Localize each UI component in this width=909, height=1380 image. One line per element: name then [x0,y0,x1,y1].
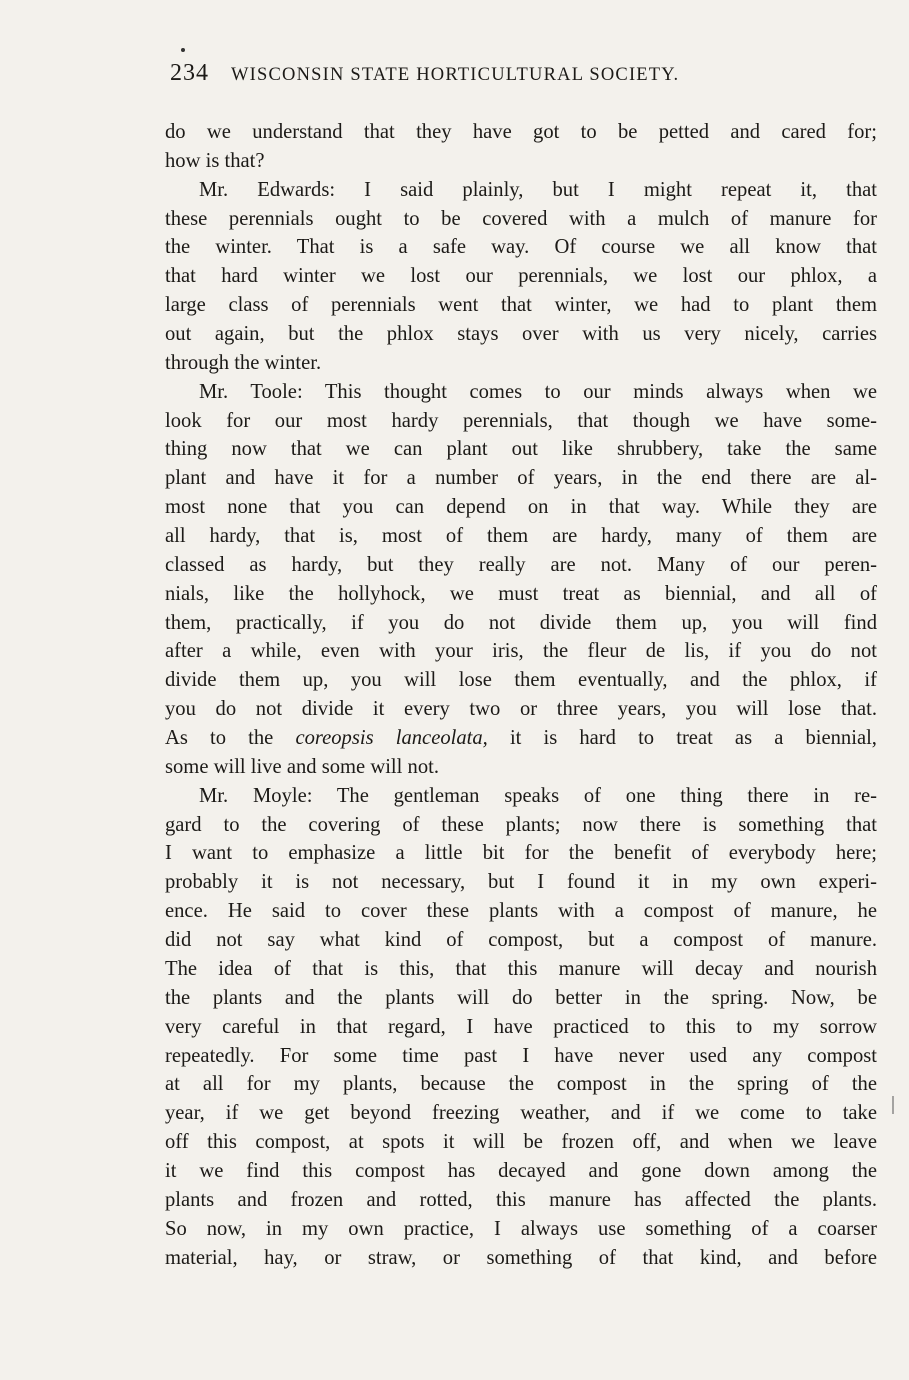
text-line: gard to the covering of these plants; now there is something that [165,813,877,836]
text-line: how is that? [165,149,265,172]
text-line: classed as hardy, but they really are not. Many of our peren- [165,553,877,576]
text-line: off this compost, at spots it will be frozen off, and when we leave [165,1131,877,1154]
text-line: do we understand that they have got to be petted and cared for; [165,121,877,143]
text-line: it we find this compost has decayed and gone down among the [165,1159,877,1182]
text-line: some will live and some will not. [165,755,439,778]
text-fragment: As to the [165,727,274,750]
text-line: nials, like the hollyhock, we must treat as biennial, and all of [165,582,877,605]
printer-dot-mark [181,48,185,52]
text-line: these perennials ought to be covered with a mulch of manure for [165,207,877,230]
text-line: all hardy, that is, most of them are hardy, many of them are [165,525,877,548]
text-line: the plants and the plants will do better in the spring. Now, be [165,986,877,1009]
text-line: probably it is not necessary, but I found it in my own experi- [165,871,877,894]
text-line: very careful in that regard, I have practiced to this to my sorrow [165,1015,877,1038]
text-line: I want to emphasize a little bit for the benefit of everybody here; [165,842,877,865]
text-line: material, hay, or straw, or something of that kind, and before [165,1246,877,1269]
text-line: ence. He said to cover these plants with a compost of manure, he [165,900,877,923]
italic-plant-name: coreopsis lanceolata, [295,727,488,750]
text-line: So now, in my own practice, I always use something of a coarser [165,1217,877,1240]
text-line: Mr. Toole: This thought comes to our minds always when we [199,380,877,403]
text-line: thing now that we can plant out like shrubbery, take the same [165,438,877,461]
text-line: that hard winter we lost our perennials, we lost our phlox, a [165,265,877,288]
page-number: 234 [170,60,209,86]
text-line: the winter. That is a safe way. Of course we all know that [165,236,877,259]
margin-mark [892,1096,894,1114]
text-line: Mr. Moyle: The gentleman speaks of one thing there in re- [199,784,877,807]
text-line: year, if we get beyond freezing weather, and if we come to take [165,1102,877,1125]
text-line: out again, but the phlox stays over with us very nicely, carries [165,323,877,346]
text-line: after a while, even with your iris, the fleur de lis, if you do not [165,640,877,663]
page-header [170,60,810,94]
text-line: repeatedly. For some time past I have never used any compost [165,1044,877,1067]
text-line: Mr. Edwards: I said plainly, but I might repeat it, that [199,178,877,201]
text-line: them, practically, if you do not divide them up, you will find [165,611,877,634]
text-line-with-italic [165,724,877,753]
text-line: you do not divide it every two or three years, you will lose that. [165,698,877,721]
text-line: large class of perennials went that winter, we had to plant them [165,294,877,317]
text-line: The idea of that is this, that this manure will decay and nourish [165,957,877,980]
text-line: divide them up, you will lose them eventually, and the phlox, if [165,669,877,692]
text-line: look for our most hardy perennials, that though we have some- [165,409,877,432]
text-line: plant and have it for a number of years, in the end there are al- [165,467,877,490]
text-line: at all for my plants, because the compost in the spring of the [165,1073,877,1096]
text-line: through the winter. [165,351,322,374]
text-fragment: it is hard to treat as a biennial, [509,727,877,750]
body-text [165,118,877,1272]
running-head: WISCONSIN STATE HORTICULTURAL SOCIETY. [231,65,680,85]
text-line: most none that you can depend on in that way. While they are [165,496,877,519]
text-line: did not say what kind of compost, but a compost of manure. [165,929,877,952]
text-line: plants and frozen and rotted, this manure has affected the plants. [165,1188,877,1211]
